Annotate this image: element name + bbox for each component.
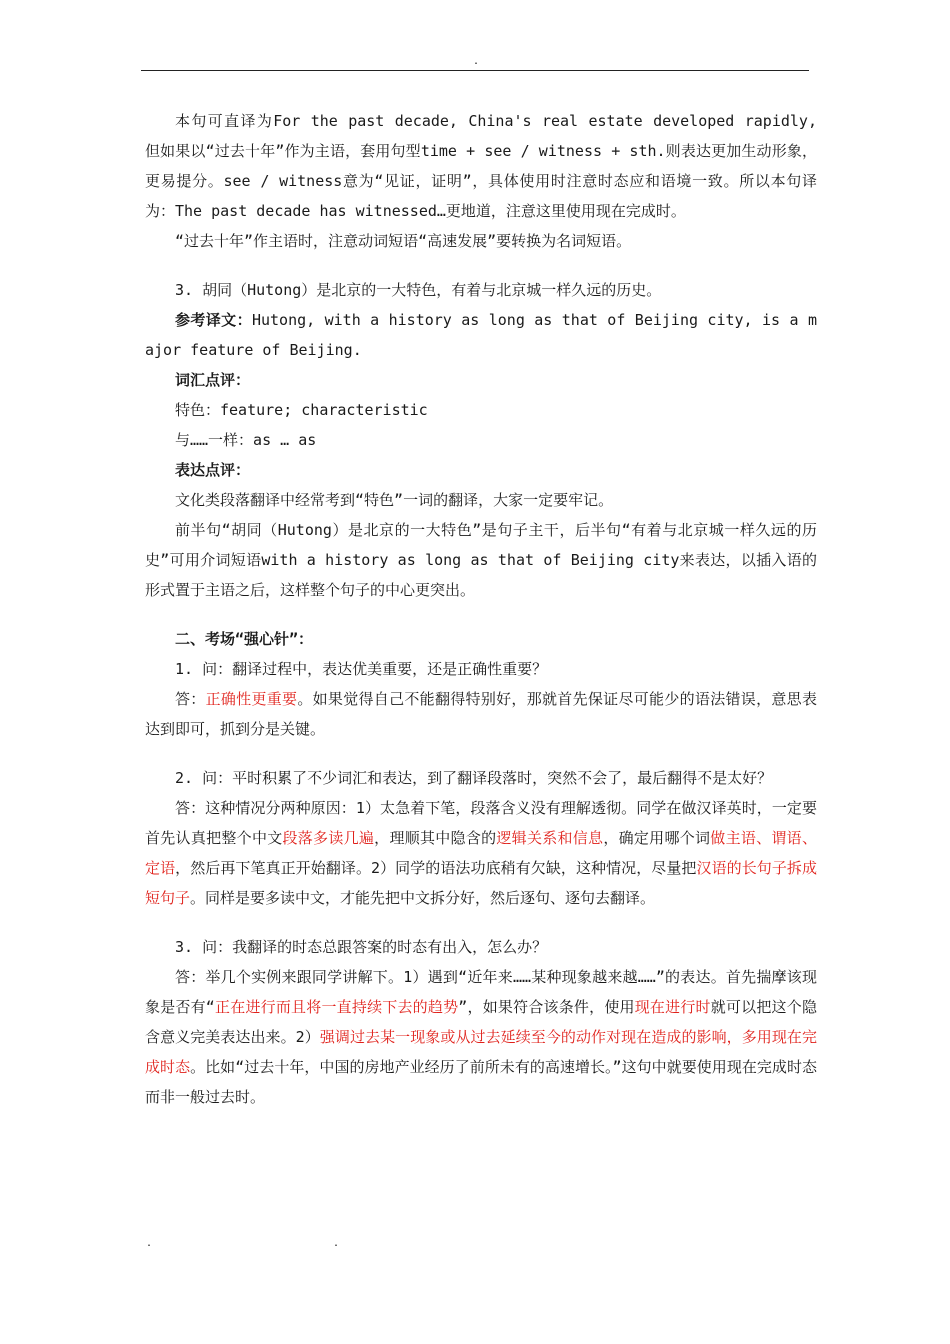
expression-label: 表达点评：: [175, 461, 251, 479]
answer-3-text-1: 答：举几个实例来跟同学讲解下。1）遇到“近年来……某种现象越来越……”的表达。首先揣摩该现象是否有“: [145, 968, 817, 1016]
question-3: 3. 问：我翻译的时态总跟答案的时态有出入，怎么办？: [175, 938, 548, 956]
reference-label: 参考译文：: [175, 311, 252, 329]
answer-3-text-3: 就可以把这个隐含意义完美表达出来。2）: [145, 998, 817, 1046]
answer-2-text-5: 。同样是要多读中文，才能先把中文拆分好，然后逐句、逐句去翻译。: [190, 889, 656, 907]
answer-3-highlight-1: 正在进行而且将一直持续下去的趋势: [214, 998, 459, 1016]
footer-mark-right: .: [333, 1238, 340, 1249]
answer-1-highlight: 正确性更重要: [205, 690, 298, 708]
answer-3-text-2: ”，如果符合该条件，使用: [458, 998, 635, 1016]
question-2: 2. 问：平时积累了不少词汇和表达，到了翻译段落时，突然不会了，最后翻得不是太好？: [175, 769, 773, 787]
answer-3-highlight-2: 现在进行时: [634, 998, 711, 1016]
answer-1-prefix: 答：: [175, 690, 206, 708]
paragraph-subject-note: “过去十年”作主语时，注意动词短语“高速发展”要转换为名词短语。: [175, 232, 632, 250]
header-mark: .: [473, 56, 480, 67]
expression-note-1: 文化类段落翻译中经常考到“特色”一词的翻译，大家一定要牢记。: [175, 491, 614, 509]
item3-reference: [145, 305, 817, 365]
document-body: [145, 106, 817, 1112]
question-1: 1. 问：翻译过程中，表达优美重要，还是正确性重要？: [175, 660, 548, 678]
item3-question: 3. 胡同（Hutong）是北京的一大特色，有着与北京城一样久远的历史。: [175, 281, 662, 299]
answer-2-highlight-1: 段落多读几遍: [282, 829, 375, 847]
paragraph-translation-note: 本句可直译为For the past decade, China's real estate developed rapidly, 但如果以“过去十年”作为主语，套用句型time + see / witness + sth.则表达更加生动形象，更易提分。see / witness意为“见证，证明”，具体使用时注意时态应和语境一致。所以本句译为：The past decade has witnessed…更地道，注意这里使用现在完成时。: [145, 112, 817, 220]
answer-2-text-4: ，然后再下笔真正开始翻译。2）同学的语法功底稍有欠缺，这种情况，尽量把: [175, 859, 697, 877]
answer-2-highlight-3: 做主语、谓语、定语: [145, 829, 817, 877]
answer-2-text-1: 答：这种情况分两种原因：1）太急着下笔，段落含义没有理解透彻。同学在做汉译英时，一定要首先认真把整个中文: [145, 799, 817, 847]
answer-1: [145, 684, 817, 744]
header-rule: [141, 70, 809, 71]
answer-2-highlight-4: 汉语的长句子拆成短句子: [145, 859, 817, 907]
answer-2: [145, 793, 817, 913]
answer-2-highlight-2: 逻辑关系和信息: [496, 829, 604, 847]
vocab-item-feature: 特色：feature; characteristic: [175, 401, 428, 419]
vocab-label: 词汇点评：: [175, 371, 251, 389]
answer-3-highlight-3: 强调过去某一现象或从过去延续至今的动作对现在造成的影响，多用现在完成时态: [145, 1028, 817, 1076]
answer-3: [145, 962, 817, 1112]
vocab-item-as-as: 与……一样：as … as: [175, 431, 317, 449]
answer-2-text-3: ，确定用哪个词: [603, 829, 711, 847]
reference-text: Hutong, with a history as long as that of Beijing city, is a major feature of Beijing.: [145, 311, 817, 359]
answer-2-text-2: ，理顺其中隐含的: [374, 829, 497, 847]
expression-note-2: 前半句“胡同（Hutong）是北京的一大特色”是句子主干，后半句“有着与北京城一样久远的历史”可用介词短语with a history as long as that of Beijing city来表达，以插入语的形式置于主语之后，这样整个句子的中心更突出。: [145, 521, 817, 599]
footer-mark-left: .: [146, 1238, 153, 1249]
answer-1-text: 。如果觉得自己不能翻得特别好，那就首先保证尽可能少的语法错误，意思表达到即可，抓到分是关键。: [145, 690, 817, 738]
answer-3-text-4: 。比如“过去十年，中国的房地产业经历了前所未有的高速增长。”这句中就要使用现在完成时态而非一般过去时。: [145, 1058, 817, 1106]
section2-title: 二、考场“强心针”：: [175, 630, 314, 648]
